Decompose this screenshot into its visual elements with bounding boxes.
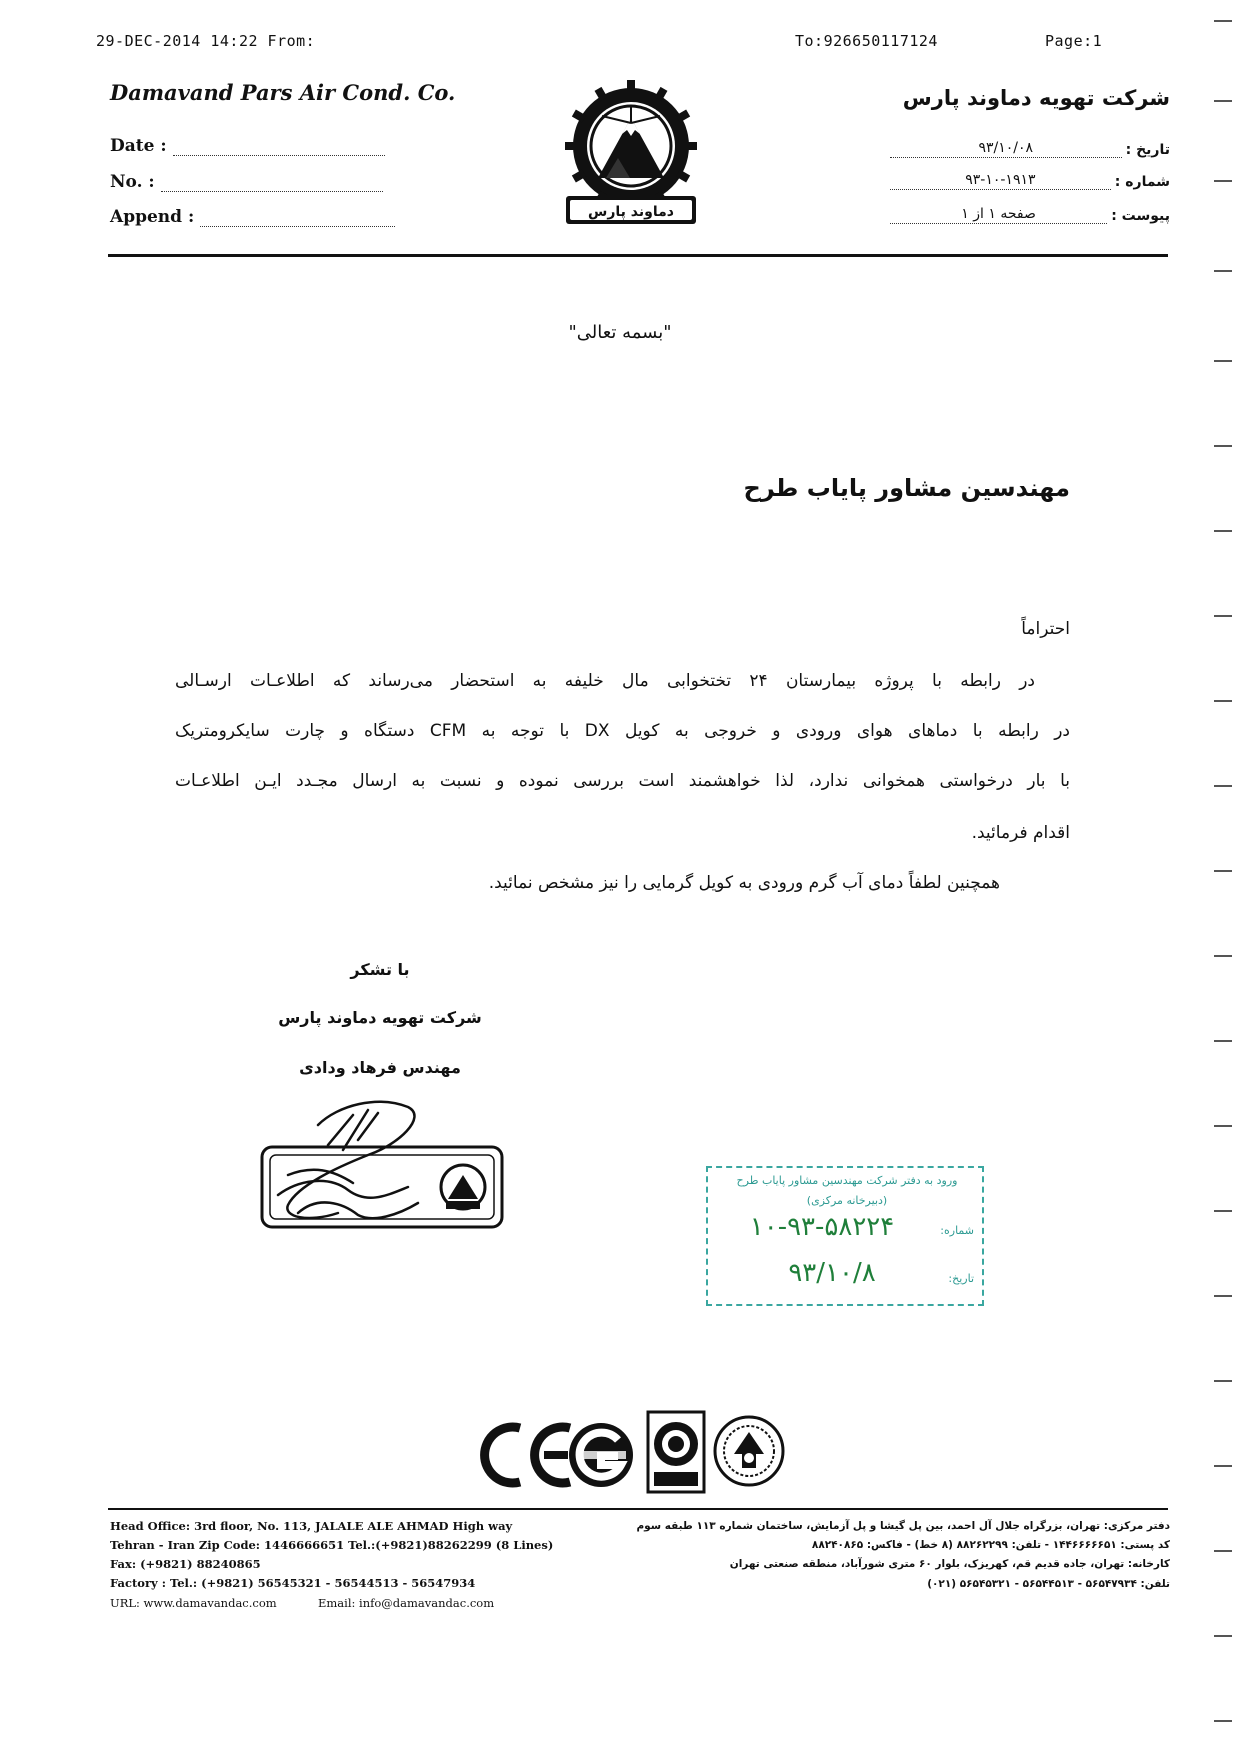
- stamp-title: ورود به دفتر شرکت مهندسین مشاور پایاب طرح: [736, 1174, 958, 1187]
- append-field-fa: [890, 206, 1170, 224]
- recipient: مهندسین مشاور پایاب طرح: [743, 474, 1070, 502]
- date-value-fa: ۹۳/۱۰/۰۸: [890, 140, 1122, 158]
- signature-icon: [278, 1102, 418, 1218]
- quality-mark-icon: [712, 1414, 786, 1488]
- date-field-en: [110, 136, 385, 156]
- logo-text: دماوند پارس: [588, 204, 674, 220]
- company-seal-signature: [258, 1095, 508, 1235]
- footer-fax: Fax: (+9821) 88240865: [110, 1557, 261, 1571]
- number-value-fa: ۹۳-۱۰-۱۹۱۳: [890, 172, 1111, 190]
- invocation: "بسمه تعالی": [568, 322, 672, 343]
- fax-page-number: Page:1: [1045, 32, 1103, 50]
- ce-mark-icon: [476, 1420, 576, 1490]
- number-field-fa: [890, 172, 1170, 190]
- header-divider: [108, 254, 1168, 257]
- footer-fa-head-office: دفتر مرکزی: تهران، بزرگراه جلال آل احمد، بین پل گیشا و پل آزمایش، ساختمان شماره ۱۱۳ طبقه سوم: [636, 1520, 1170, 1532]
- footer-zip-tel: Tehran - Iran Zip Code: 1446666651 Tel.:(+9821)88262299 (8 Lines): [110, 1538, 554, 1552]
- stamp-date-label: تاریخ:: [948, 1272, 974, 1285]
- footer-url: URL: www.damavandac.com: [110, 1596, 277, 1610]
- number-field-en: [110, 172, 383, 192]
- fax-recipient-number: To:926650117124: [795, 32, 938, 50]
- company-logo: [556, 78, 706, 230]
- append-label-en: Append :: [110, 207, 195, 227]
- company-name-fa: شرکت تهویه دماوند پارس: [902, 86, 1170, 110]
- date-label-fa: تاریخ :: [1125, 142, 1170, 158]
- body-extra-request: همچنین لطفاً دمای آب گرم ورودی به کویل گرمایی را نیز مشخص نمائید.: [488, 873, 1000, 893]
- stamp-number-label: شماره:: [940, 1224, 974, 1237]
- append-value-fa: صفحه ۱ از ۱: [890, 206, 1107, 224]
- body-line-3: با بار درخواستی همخوانی ندارد، لذا خواهشمند است بررسی نموده و نسبت به ارسال مجـدد ایـن اطلاعـات: [175, 771, 1070, 791]
- footer-fa-postal: کد پستی: ۱۴۴۶۶۶۶۶۵۱ - تلفن: ۸۸۲۶۲۲۹۹ (۸ خط) - فاکس: ۸۸۲۴۰۸۶۵: [811, 1539, 1170, 1551]
- footer-fa-factory: کارخانه: تهران، جاده قدیم قم، کهریزک، بلوار ۶۰ متری شورآباد، منطقه صنعتی تهران: [729, 1558, 1170, 1570]
- footer-email: Email: info@damavandac.com: [318, 1596, 495, 1610]
- receipt-stamp: [706, 1166, 984, 1306]
- body-line-1: در رابطه با پروژه بیمارستان ۲۴ تختخوابی مال خلیفه به استحضار می‌رساند که اطلاعـات ارسـالی: [175, 671, 1035, 691]
- body-line-4: اقدام فرمائید.: [971, 823, 1070, 843]
- closing-thanks: با تشکر: [350, 960, 410, 979]
- footer-divider: [108, 1508, 1168, 1510]
- company-name-en: Damavand Pars Air Cond. Co.: [110, 80, 456, 105]
- stamp-date-value: ۹۳/۱۰/۸: [788, 1258, 876, 1288]
- closing-signatory: مهندس فرهاد ودادی: [299, 1058, 461, 1077]
- fax-timestamp: 29-DEC-2014 14:22 From:: [96, 32, 316, 50]
- number-label-en: No. :: [110, 172, 155, 192]
- seal-logo-icon: [441, 1165, 485, 1209]
- closing-company: شرکت تهویه دماوند پارس: [278, 1008, 482, 1027]
- salutation: احتراماً: [1021, 619, 1070, 639]
- body-line-2: در رابطه با دماهای هوای ورودی و خروجی به کویل DX با توجه به CFM دستگاه و چارت سایکرومتریک: [175, 721, 1070, 741]
- number-label-fa: شماره :: [1114, 174, 1170, 190]
- stamp-subtitle: (دبیرخانه مرکزی): [806, 1194, 888, 1207]
- standard-mark-icon: [646, 1410, 706, 1494]
- certification-mark-icon: [566, 1420, 636, 1490]
- date-label-en: Date :: [110, 136, 167, 156]
- footer-fa-phone: تلفن: ۵۶۵۴۷۹۳۴ - ۵۶۵۴۴۵۱۳ - ۵۶۵۴۵۳۲۱ (۰۲۱): [927, 1578, 1170, 1590]
- date-field-fa: [890, 140, 1170, 158]
- append-field-en: [110, 207, 395, 227]
- stamp-number-value: ۱۰-۹۳-۵۸۲۲۴: [749, 1212, 895, 1242]
- footer-factory: Factory : Tel.: (+9821) 56545321 - 56544513 - 56547934: [110, 1576, 476, 1590]
- footer-head-office: Head Office: 3rd floor, No. 113, JALALE ALE AHMAD High way: [110, 1519, 513, 1533]
- append-label-fa: پیوست :: [1111, 208, 1170, 224]
